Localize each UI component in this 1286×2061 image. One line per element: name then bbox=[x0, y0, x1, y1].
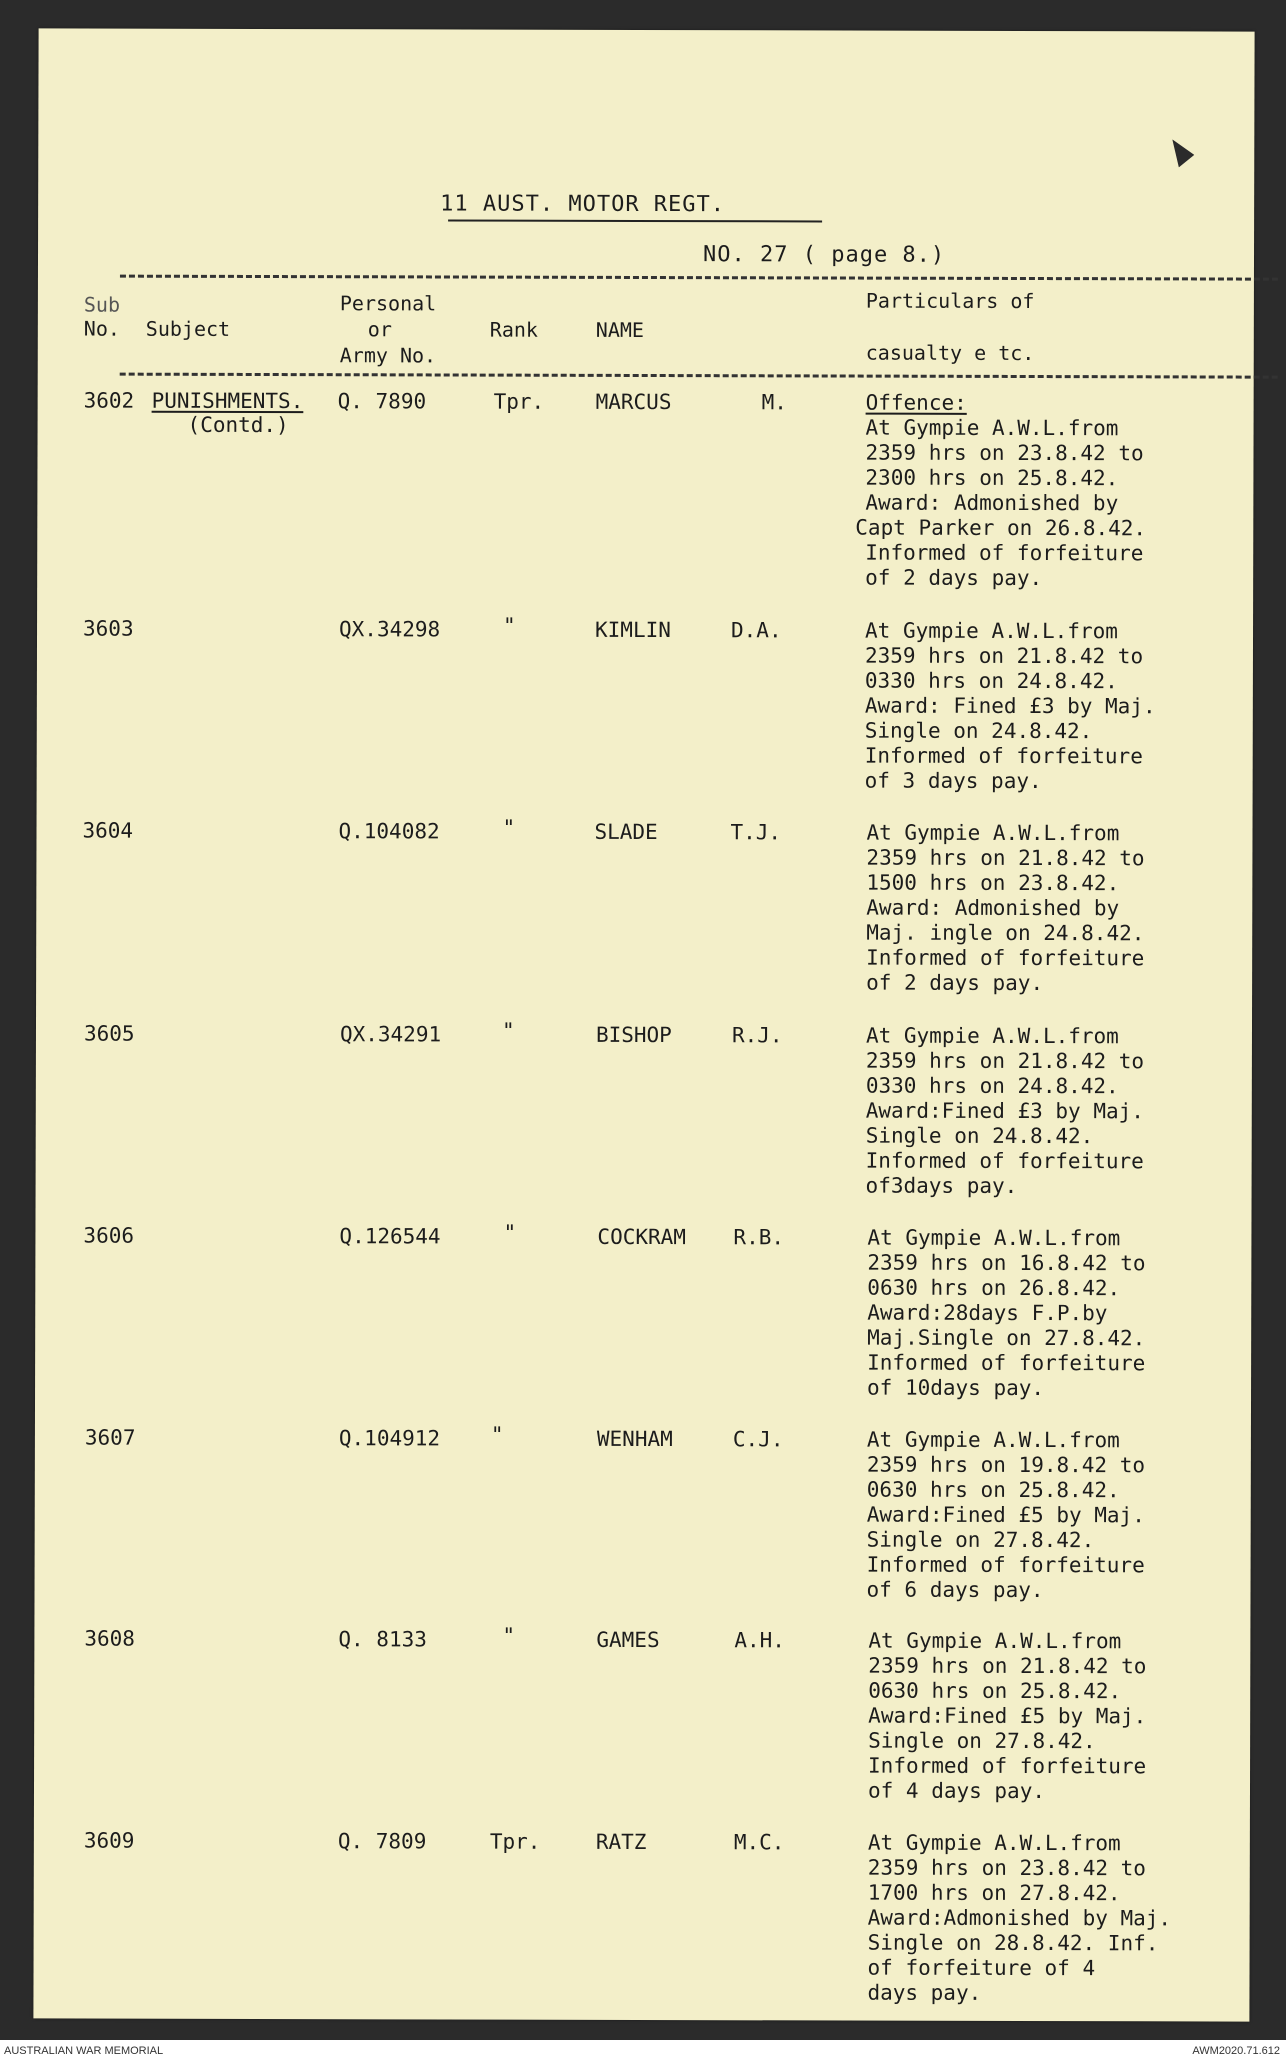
row-initials: M. bbox=[761, 390, 787, 415]
row-particulars-line: Single on 28.8.42. Inf. bbox=[867, 1930, 1159, 1956]
row-rank: " bbox=[503, 613, 516, 638]
row-surname: GAMES bbox=[596, 1627, 660, 1653]
row-particulars-line: At Gympie A.W.L.from bbox=[868, 1628, 1122, 1654]
row-particulars-line: 2359 hrs on 23.8.42 to bbox=[867, 1855, 1146, 1881]
document-subtitle: NO. 27 ( page 8.) bbox=[702, 242, 946, 268]
row-particulars-line: 2359 hrs on 21.8.42 to bbox=[864, 643, 1144, 669]
row-particulars-line: Maj. ingle on 24.8.42. bbox=[866, 920, 1145, 946]
row-particulars-line: 1500 hrs on 23.8.42. bbox=[866, 870, 1120, 896]
header-particulars-2: casualty e tc. bbox=[865, 340, 1035, 366]
row-particulars-line: Award:Fined £5 by Maj. bbox=[868, 1703, 1147, 1729]
row-particulars-line: 2359 hrs on 16.8.42 to bbox=[867, 1250, 1146, 1276]
header-personal-1: Personal bbox=[339, 291, 437, 316]
row-initials: R.J. bbox=[731, 1023, 783, 1048]
row-particulars-line: At Gympie A.W.L.from bbox=[867, 1225, 1121, 1251]
row-particulars-line: of 2 days pay. bbox=[865, 565, 1043, 591]
row-rank: " bbox=[502, 815, 516, 840]
row-particulars-line: 2359 hrs on 19.8.42 to bbox=[866, 1452, 1146, 1478]
row-sub-no: 3608 bbox=[84, 1626, 136, 1651]
punch-hole bbox=[1172, 139, 1194, 167]
row-particulars-line: Single on 27.8.42. bbox=[866, 1527, 1095, 1553]
row-particulars-line: 1700 hrs on 27.8.42. bbox=[867, 1880, 1121, 1906]
row-sub-no: 3604 bbox=[82, 818, 134, 843]
row-sub-no: 3605 bbox=[83, 1021, 135, 1046]
row-subject: PUNISHMENTS. bbox=[151, 388, 304, 414]
row-particulars-line: of 6 days pay. bbox=[866, 1577, 1044, 1603]
row-particulars-line: of 3 days pay. bbox=[864, 768, 1042, 794]
row-army-no: QX.34298 bbox=[339, 617, 441, 642]
row-particulars-line: 0330 hrs on 24.8.42. bbox=[865, 1073, 1119, 1099]
row-sub-no: 3603 bbox=[83, 616, 134, 641]
row-subject-contd: (Contd.) bbox=[187, 412, 289, 438]
row-particulars-line: Informed of forfeiture bbox=[864, 743, 1143, 769]
row-particulars-line: of forfeiture of 4 bbox=[867, 1955, 1096, 1981]
header-rank: Rank bbox=[489, 317, 539, 342]
row-sub-no: 3602 bbox=[83, 388, 135, 413]
row-initials: M.C. bbox=[733, 1830, 785, 1855]
document-page bbox=[33, 28, 1254, 2021]
row-initials: A.H. bbox=[734, 1628, 785, 1653]
row-rank: " bbox=[490, 1422, 504, 1447]
row-particulars-line: Informed of forfeiture bbox=[865, 1148, 1144, 1174]
row-initials: R.B. bbox=[733, 1225, 785, 1250]
header-bottom-rule bbox=[120, 373, 1278, 379]
row-particulars-line: Single on 24.8.42. bbox=[865, 1123, 1094, 1149]
row-army-no: Q. 8133 bbox=[338, 1627, 427, 1652]
row-particulars-line: 0630 hrs on 25.8.42. bbox=[866, 1477, 1120, 1503]
row-particulars-line: Informed of forfeiture bbox=[867, 1350, 1146, 1376]
title-underline bbox=[448, 219, 822, 222]
row-particulars-line: At Gympie A.W.L.from bbox=[867, 1830, 1121, 1856]
row-particulars-line: Single on 24.8.42. bbox=[864, 718, 1093, 744]
row-particulars-line: of3days pay. bbox=[865, 1173, 1018, 1198]
row-particulars-line: 2359 hrs on 21.8.42 to bbox=[868, 1653, 1147, 1679]
row-particulars-line: Award: Fined £3 by Maj. bbox=[864, 693, 1156, 719]
header-sub-no-1: Sub bbox=[83, 292, 121, 317]
row-particulars-line: 2359 hrs on 21.8.42 to bbox=[865, 1048, 1145, 1074]
archive-reference: AWM2020.71.612 bbox=[1192, 2045, 1280, 2057]
row-initials: T.J. bbox=[730, 820, 782, 845]
row-particulars-line: Award:28days F.P.by bbox=[867, 1300, 1108, 1326]
row-army-no: Q.126544 bbox=[339, 1224, 441, 1249]
row-surname: WENHAM bbox=[596, 1426, 673, 1452]
row-surname: BISHOP bbox=[595, 1022, 672, 1048]
row-army-no: Q.104912 bbox=[338, 1426, 441, 1451]
row-particulars-line: At Gympie A.W.L.from bbox=[865, 415, 1119, 441]
row-particulars-line: Offence: bbox=[865, 390, 967, 415]
row-particulars-line: 0330 hrs on 24.8.42. bbox=[864, 668, 1118, 694]
row-particulars-line: 0630 hrs on 25.8.42. bbox=[868, 1678, 1122, 1704]
row-particulars-line: of 10days pay. bbox=[867, 1375, 1045, 1401]
row-particulars-line: 0630 hrs on 26.8.42. bbox=[867, 1275, 1121, 1301]
row-rank: Tpr. bbox=[489, 1829, 541, 1854]
row-particulars-line: Informed of forfeiture bbox=[866, 1552, 1145, 1578]
row-army-no: Q. 7809 bbox=[337, 1829, 427, 1854]
row-particulars-line: Capt Parker on 26.8.42. bbox=[855, 515, 1147, 541]
header-sub-no-2: No. bbox=[83, 316, 120, 341]
archive-footer bbox=[0, 2040, 1286, 2061]
row-surname: SLADE bbox=[594, 819, 658, 845]
row-particulars-line: Award:Admonished by Maj. bbox=[867, 1905, 1172, 1931]
row-particulars-line: At Gympie A.W.L.from bbox=[866, 1427, 1120, 1453]
row-initials: C.J. bbox=[732, 1427, 784, 1452]
row-sub-no: 3606 bbox=[83, 1223, 135, 1248]
row-army-no: QX.34291 bbox=[339, 1022, 442, 1047]
row-rank: " bbox=[502, 1623, 516, 1648]
row-particulars-line: Award:Fined £3 by Maj. bbox=[865, 1098, 1144, 1124]
row-particulars-line: days pay. bbox=[867, 1980, 982, 2005]
header-name: NAME bbox=[595, 317, 645, 342]
row-particulars-line: of 2 days pay. bbox=[866, 970, 1044, 996]
row-particulars-line: Single on 27.8.42. bbox=[868, 1728, 1096, 1754]
document-title: 11 AUST. MOTOR REGT. bbox=[440, 191, 726, 218]
header-personal-2: or bbox=[367, 317, 392, 342]
header-top-rule bbox=[120, 275, 1278, 281]
row-particulars-line: Informed of forfeiture bbox=[865, 540, 1144, 566]
row-surname: RATZ bbox=[595, 1829, 647, 1855]
row-particulars-line: Award: Admonished by bbox=[866, 895, 1120, 921]
row-particulars-line: 2359 hrs on 21.8.42 to bbox=[866, 845, 1145, 871]
row-particulars-line: At Gympie A.W.L.from bbox=[865, 618, 1118, 644]
row-surname: MARCUS bbox=[595, 389, 672, 415]
row-rank: Tpr. bbox=[493, 389, 545, 414]
row-particulars-line: 2359 hrs on 23.8.42 to bbox=[865, 440, 1144, 466]
row-particulars-line: Informed of forfeiture bbox=[866, 945, 1145, 971]
row-particulars-line: At Gympie A.W.L.from bbox=[865, 1023, 1119, 1049]
archive-name: AUSTRALIAN WAR MEMORIAL bbox=[4, 2045, 164, 2057]
header-personal-3: Army No. bbox=[339, 343, 437, 368]
row-rank: " bbox=[503, 1220, 517, 1245]
row-particulars-line: Award: Admonished by bbox=[865, 490, 1119, 516]
row-army-no: Q. 7890 bbox=[337, 389, 427, 414]
row-surname: KIMLIN bbox=[595, 617, 671, 643]
row-sub-no: 3607 bbox=[84, 1425, 136, 1450]
row-particulars-line: 2300 hrs on 25.8.42. bbox=[865, 465, 1119, 491]
row-initials: D.A. bbox=[731, 618, 782, 643]
row-particulars-line: Informed of forfeiture bbox=[868, 1753, 1147, 1779]
row-sub-no: 3609 bbox=[83, 1828, 135, 1853]
row-particulars-line: Maj.Single on 27.8.42. bbox=[867, 1325, 1146, 1351]
header-particulars-1: Particulars of bbox=[865, 288, 1035, 314]
row-particulars-line: of 4 days pay. bbox=[867, 1778, 1046, 1804]
row-particulars-line: At Gympie A.W.L.from bbox=[866, 820, 1120, 846]
row-rank: " bbox=[501, 1018, 515, 1043]
row-surname: COCKRAM bbox=[597, 1224, 686, 1250]
row-army-no: Q.104082 bbox=[338, 819, 440, 844]
row-particulars-line: Award:Fined £5 by Maj. bbox=[866, 1502, 1145, 1528]
header-subject: Subject bbox=[145, 316, 231, 341]
